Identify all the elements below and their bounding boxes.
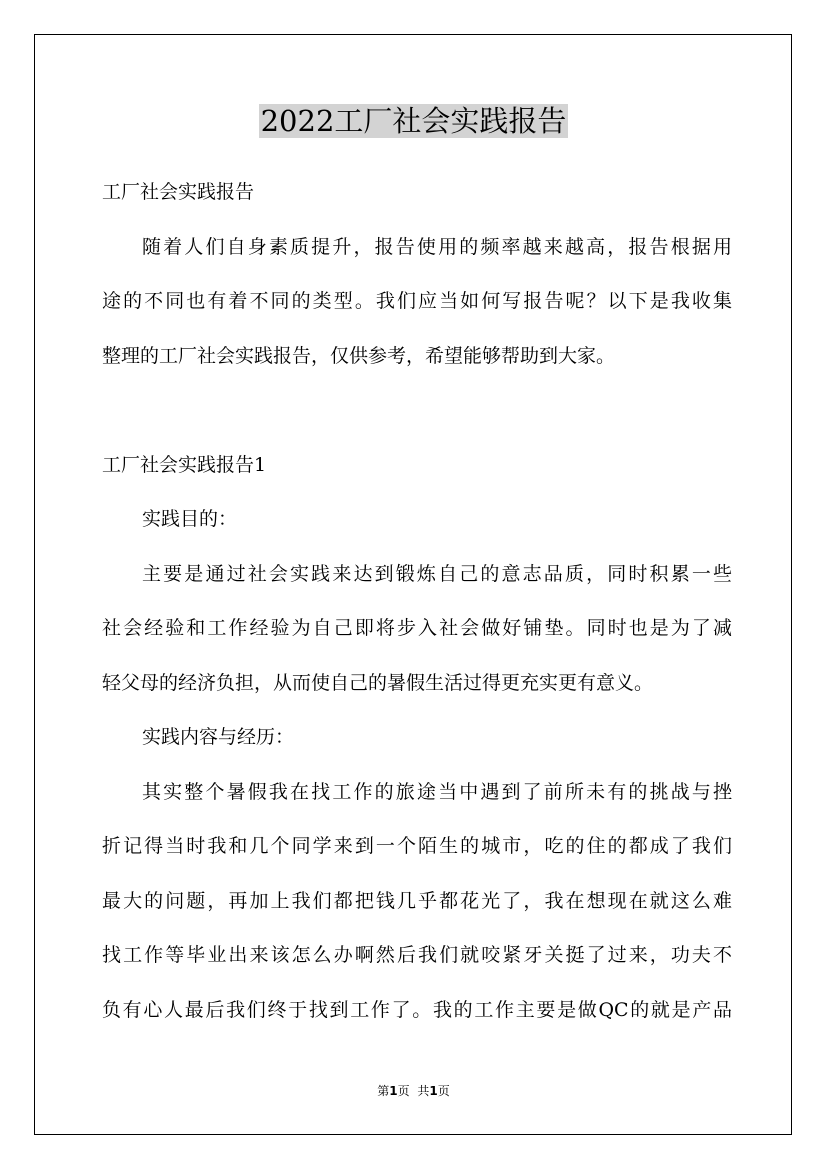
paragraph-line: 轻父母的经济负担，从而使自己的暑假生活过得更充实更有意义。 (102, 672, 654, 694)
document-title-text: 2022工厂社会实践报告 (260, 104, 567, 138)
paragraph-line: 最大的问题，再加上我们都把钱几乎都花光了，我在想现在就这么难 (102, 890, 732, 912)
paragraph-line: 社会经验和工作经验为自己即将步入社会做好铺垫。同时也是为了减 (102, 617, 732, 639)
paragraph-line: 找工作等毕业出来该怎么办啊然后我们就咬紧牙关挺了过来，功夫不 (102, 944, 732, 966)
page-number: 1 (389, 1084, 398, 1098)
paragraph-line: 随着人们自身素质提升，报告使用的频率越来越高，报告根据用 (142, 236, 732, 258)
subheading: 实践目的： (142, 508, 238, 530)
page-prefix: 第 (377, 1084, 390, 1098)
subheading: 实践内容与经历： (142, 726, 295, 748)
page-suffix: 页 (397, 1084, 410, 1098)
section-heading: 工厂社会实践报告1 (102, 454, 267, 476)
total-suffix: 页 (437, 1084, 450, 1098)
paragraph-line: 折记得当时我和几个同学来到一个陌生的城市，吃的住的都成了我们 (102, 835, 732, 857)
document-title (0, 100, 827, 142)
paragraph-line: 途的不同也有着不同的类型。我们应当如何写报告呢？以下是我收集 (102, 290, 732, 312)
total-pages: 1 (429, 1084, 438, 1098)
paragraph-line: 主要是通过社会实践来达到锻炼自己的意志品质，同时积累一些 (142, 563, 732, 585)
paragraph-line: 其实整个暑假我在找工作的旅途当中遇到了前所未有的挑战与挫 (142, 781, 732, 803)
paragraph-line: 负有心人最后我们终于找到工作了。我的工作主要是做QC的就是产品 (102, 999, 732, 1021)
paragraph-line: 整理的工厂社会实践报告，仅供参考，希望能够帮助到大家。 (102, 345, 616, 367)
page-footer (0, 1082, 827, 1100)
total-prefix: 共 (417, 1084, 430, 1098)
section-heading: 工厂社会实践报告 (102, 181, 255, 203)
